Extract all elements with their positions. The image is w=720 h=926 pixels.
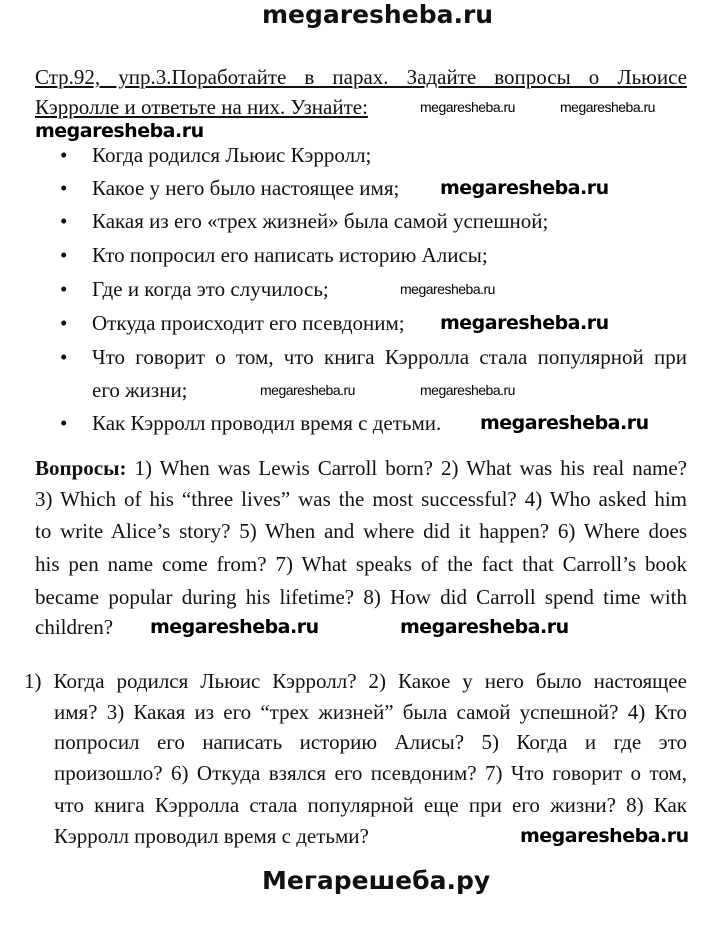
watermark: megaresheba.ru: [150, 616, 319, 638]
bullet-item: Какая из его «трех жизней» была самой успешной;: [92, 209, 549, 233]
answer-line: имя? 3) Какая из его “трех жизней” была самой успешной? 4) Кто: [54, 700, 687, 724]
watermark: megaresheba.ru: [420, 382, 515, 398]
bullet-item: Какое у него было настоящее имя;: [92, 176, 400, 200]
footer-watermark: Мегарешеба.ру: [262, 866, 491, 895]
bullet-item: Кто попросил его написать историю Алисы;: [92, 243, 488, 267]
question-line: 3) Which of his “three lives” was the most successful? 4) Who asked him: [35, 487, 687, 511]
watermark: megaresheba.ru: [400, 616, 569, 638]
bullet-item-cont: его жизни;: [92, 378, 188, 402]
questions-first-row: [35, 455, 687, 481]
watermark: megaresheba.ru: [35, 120, 204, 142]
bullet-icon: •: [60, 277, 68, 301]
question-line: children?: [35, 615, 114, 639]
watermark: megaresheba.ru: [560, 99, 655, 115]
bullet-icon: •: [60, 311, 68, 335]
bullet-icon: •: [60, 243, 68, 267]
question-line: to write Alice’s story? 5) When and where did it happen? 6) Where does: [35, 519, 687, 543]
watermark: megaresheba.ru: [440, 312, 609, 334]
bullet-icon: •: [60, 209, 68, 233]
answer-line: 1) Когда родился Льюис Кэрролл? 2) Какое у него было настоящее: [24, 669, 687, 693]
watermark: megaresheba.ru: [520, 825, 689, 847]
watermark: megaresheba.ru: [400, 281, 495, 297]
watermark: megaresheba.ru: [260, 382, 355, 398]
bullet-item: Что говорит о том, что книга Кэрролла стала популярной при: [92, 345, 687, 369]
watermark: megaresheba.ru: [440, 177, 609, 199]
bullet-icon: •: [60, 176, 68, 200]
bullet-icon: •: [60, 411, 68, 435]
question-line: his pen name come from? 7) What speaks of the fact that Carroll’s book: [35, 552, 687, 576]
answer-line: что книга Кэрролла стала популярной еще при его жизни? 8) Как: [54, 793, 687, 817]
bullet-icon: •: [60, 345, 68, 369]
question-line: 1) When was Lewis Carroll born? 2) What was his real name?: [134, 456, 687, 480]
watermark: megaresheba.ru: [480, 412, 649, 434]
task-line-1: Стр.92, упр.3.Поработайте в парах. Задайте вопросы о Льюисе: [35, 65, 687, 89]
answer-line: попросил его написать историю Алисы? 5) Когда и где это: [54, 730, 687, 754]
watermark: megaresheba.ru: [420, 99, 515, 115]
answer-line: Кэрролл проводил время с детьми?: [54, 824, 369, 848]
answer-line: произошло? 6) Откуда взялся его псевдоним? 7) Что говорит о том,: [54, 761, 687, 785]
header-watermark: megaresheba.ru: [262, 0, 494, 29]
question-line: became popular during his lifetime? 8) How did Carroll spend time with: [35, 585, 687, 609]
questions-label: Вопросы:: [35, 456, 127, 480]
bullet-icon: •: [60, 143, 68, 167]
bullet-item: Как Кэрролл проводил время с детьми.: [92, 411, 442, 435]
task-line-2: Кэрролле и ответьте на них. Узнайте:: [35, 95, 368, 119]
bullet-item: Когда родился Льюис Кэрролл;: [92, 143, 372, 167]
bullet-item: Где и когда это случилось;: [92, 277, 329, 301]
bullet-item: Откуда происходит его псевдоним;: [92, 311, 405, 335]
